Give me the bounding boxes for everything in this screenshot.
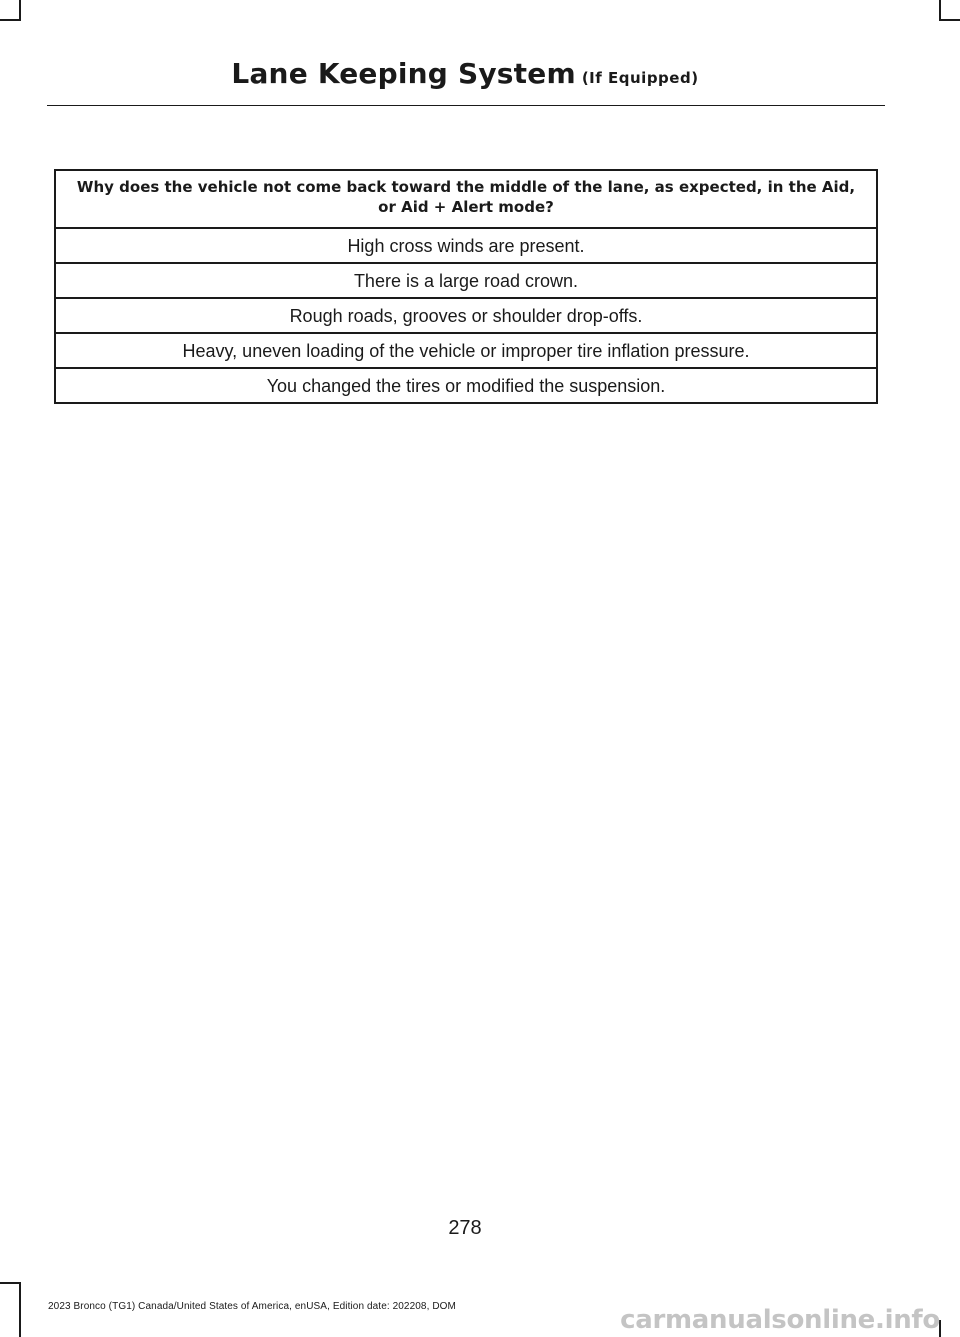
crop-mark-top-left [0, 19, 21, 21]
table-row [55, 228, 877, 263]
table-header-row [55, 170, 877, 228]
table-row [55, 333, 877, 368]
crop-mark-top-right [939, 0, 941, 21]
page-title: Lane Keeping System [231, 57, 576, 90]
header-rule [47, 105, 885, 106]
page-subtitle: (If Equipped) [581, 69, 699, 87]
answer-cell: Rough roads, grooves or shoulder drop-offs. [55, 298, 877, 333]
crop-mark-top-right [939, 19, 960, 21]
watermark-link[interactable]: carmanualsonline.info [620, 1305, 940, 1335]
table-row [55, 263, 877, 298]
edition-footer: 2023 Bronco (TG1) Canada/United States of America, enUSA, Edition date: 202208, DOM [48, 1301, 456, 1312]
crop-mark-top-left [19, 0, 21, 21]
table-row [55, 298, 877, 333]
crop-mark-bottom-left [19, 1282, 21, 1337]
crop-mark-bottom-left [0, 1282, 21, 1284]
page-header [0, 56, 930, 96]
page-number: 278 [448, 1217, 482, 1239]
answer-cell: Heavy, uneven loading of the vehicle or improper tire inflation pressure. [55, 333, 877, 368]
table-row [55, 368, 877, 403]
answer-cell: There is a large road crown. [55, 263, 877, 298]
troubleshooting-table [54, 169, 878, 404]
question-cell: Why does the vehicle not come back toward the middle of the lane, as expected, in the Aid, or Aid + Alert mode? [55, 170, 877, 228]
answer-cell: You changed the tires or modified the suspension. [55, 368, 877, 403]
answer-cell: High cross winds are present. [55, 228, 877, 263]
